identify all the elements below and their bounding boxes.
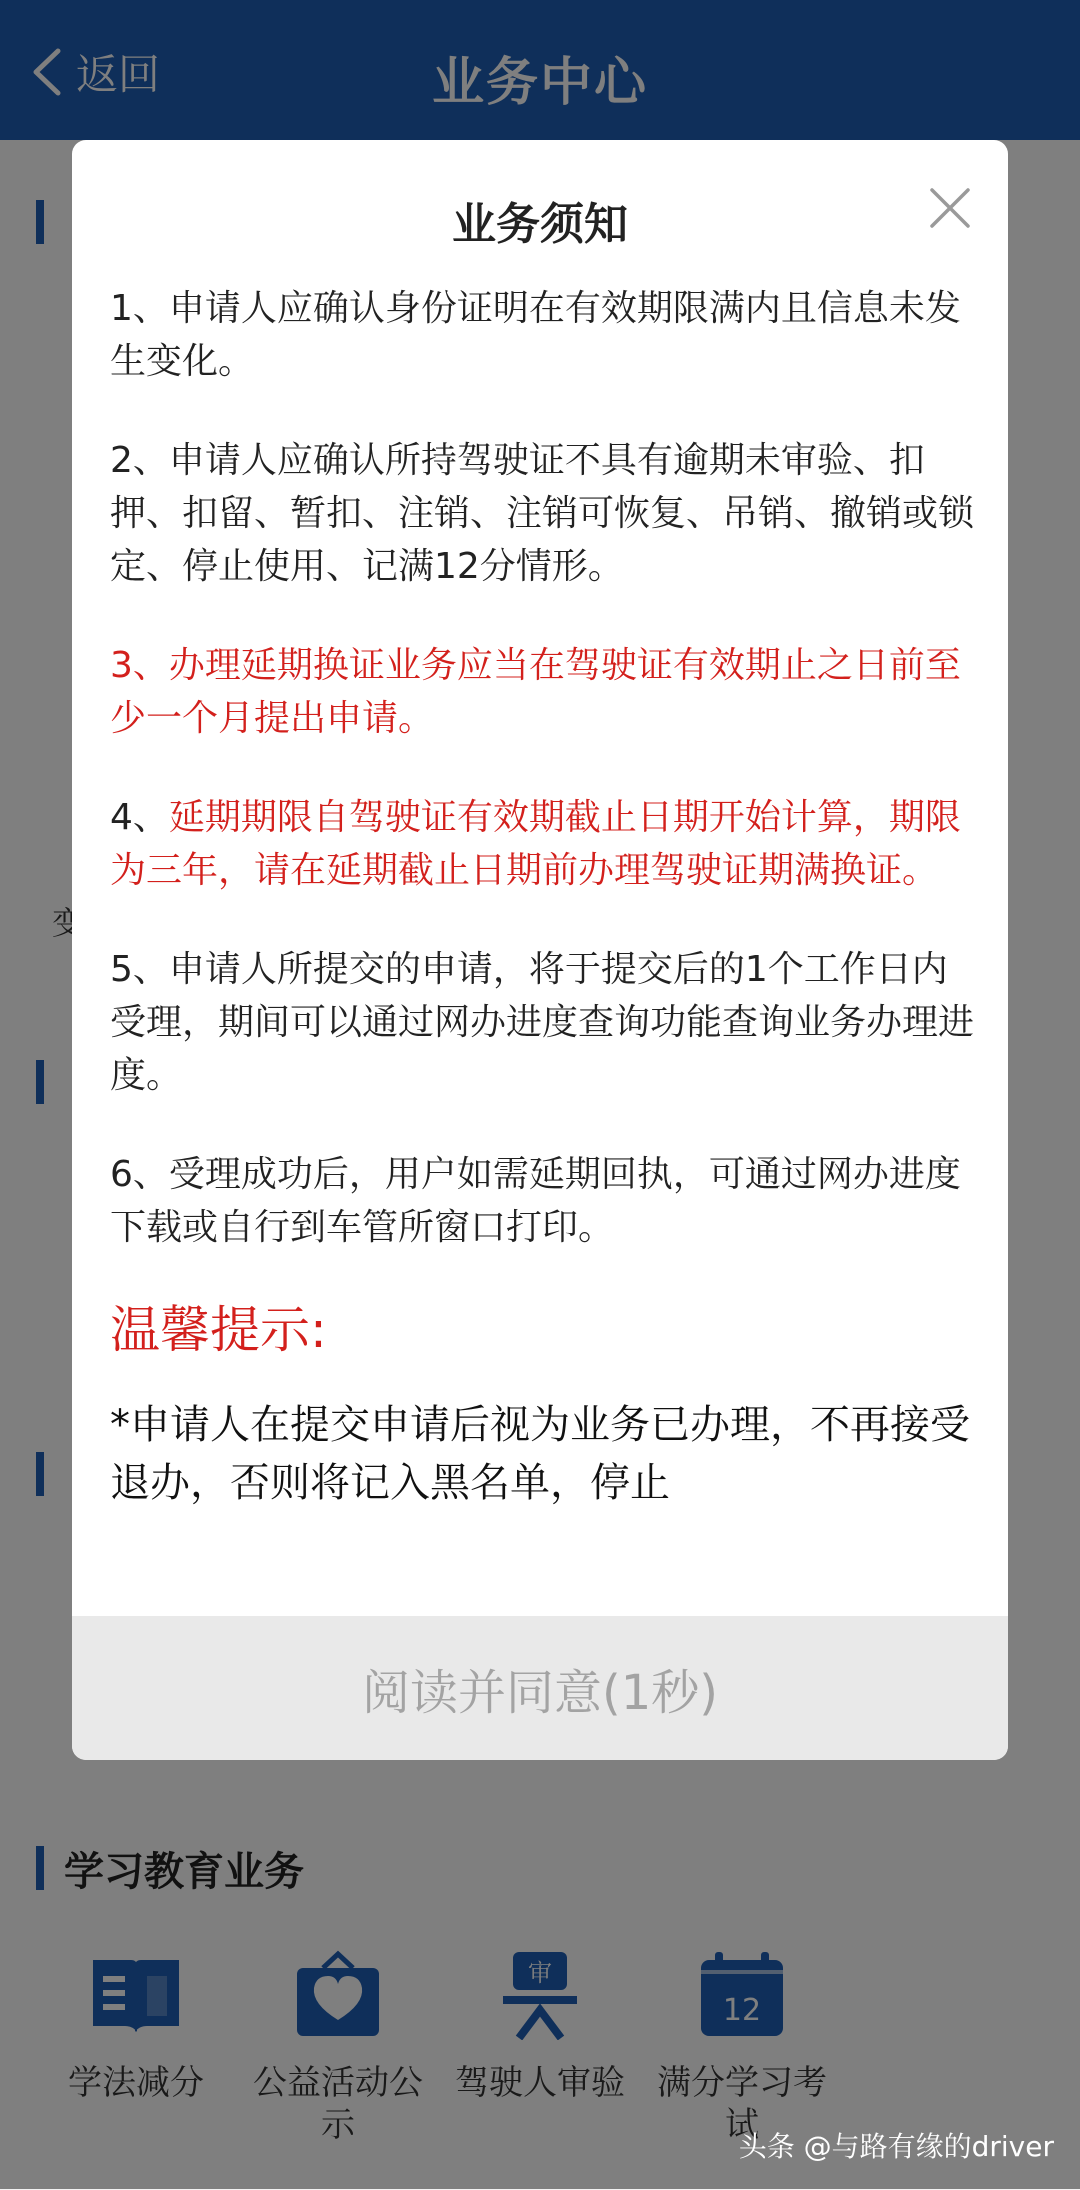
warm-tip-text: *申请人在提交申请后视为业务已办理，不再接受退办，否则将记入黑名单，停止 [110,1402,970,1506]
business-notice-dialog [72,140,1008,1760]
watermark: 头条 @与路有缘的driver [738,2130,1054,2163]
notice-scroll-area[interactable] [110,282,980,1760]
notice-item-6: 6、受理成功后，用户如需延期回执，可通过网办进度下载或自行到车管所窗口打印。 [110,1154,961,1248]
notice-item-4-prefix: 4、 [110,797,169,838]
notice-item-1: 1、申请人应确认身份证明在有效期限满内且信息未发生变化。 [110,288,961,382]
read-and-agree-button[interactable]: 阅读并同意(1秒) [72,1616,1008,1760]
notice-item-4-text: 延期期限自驾驶证有效期截止日期开始计算，期限为三年，请在延期截止日期前办理驾驶证期满换证。 [110,797,961,891]
dialog-title: 业务须知 [452,199,628,250]
notice-item-4 [110,791,980,897]
notice-item-3: 3、办理延期换证业务应当在驾驶证有效期止之日前至少一个月提出申请。 [110,645,961,739]
notice-item-5: 5、申请人所提交的申请，将于提交后的1个工作日内受理，期间可以通过网办进度查询功能查询业务办理进度。 [110,949,975,1096]
warm-tip-title: 温馨提示: [110,1301,327,1359]
notice-item-2: 2、申请人应确认所持驾驶证不具有逾期未审验、扣押、扣留、暂扣、注销、注销可恢复、吊销、撤销或锁定、停止使用、记满12分情形。 [110,440,975,587]
close-icon[interactable] [926,184,974,232]
